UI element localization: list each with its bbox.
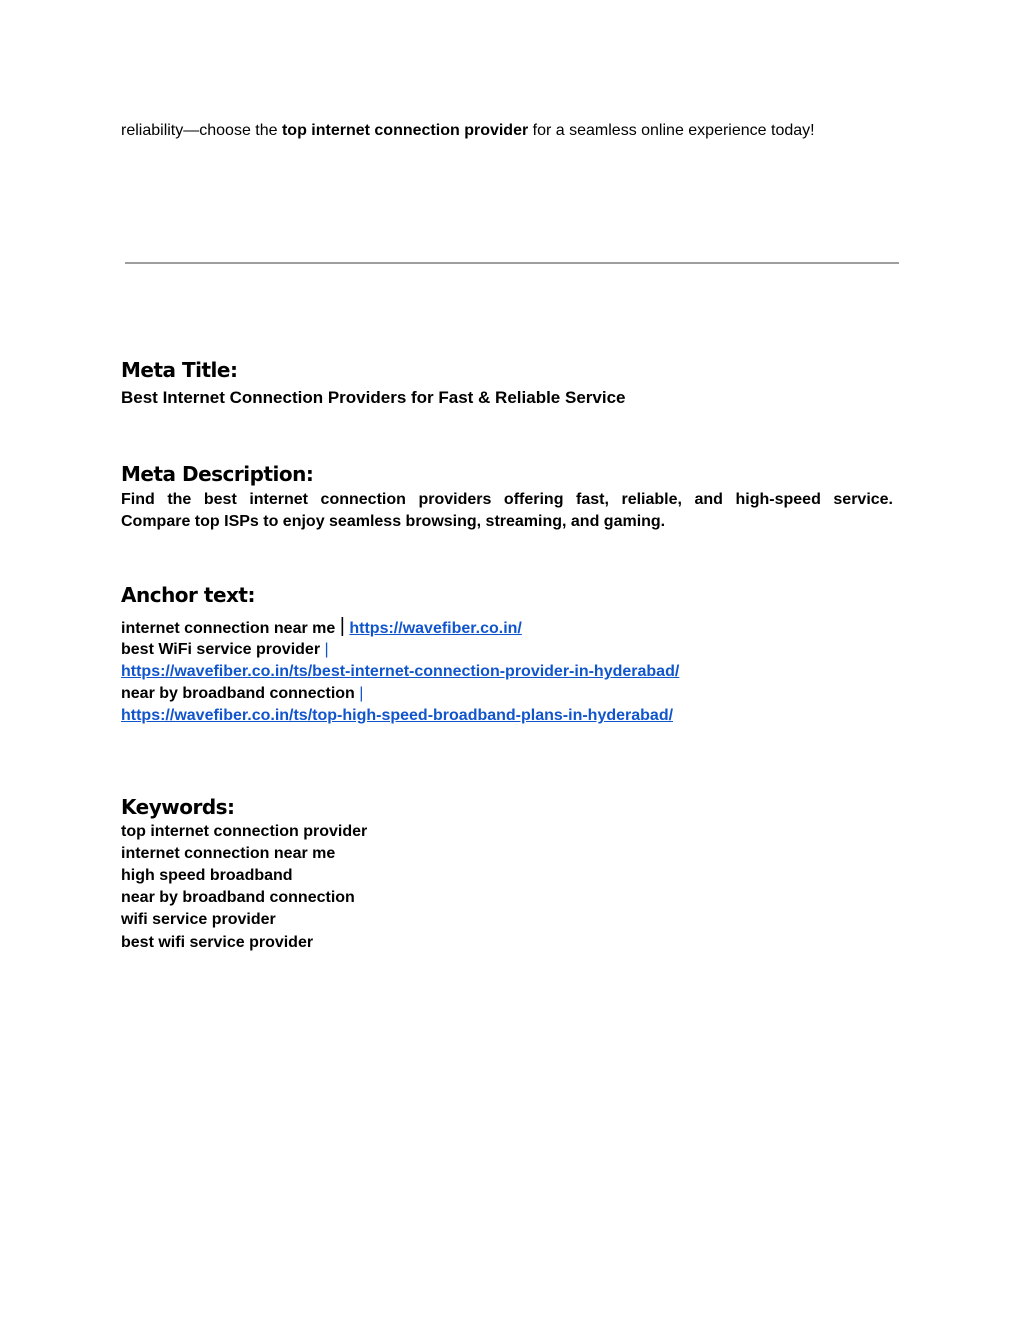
intro-suffix: for a seamless online experience today! xyxy=(528,122,815,139)
intro-paragraph xyxy=(121,121,815,141)
anchor-item-1-text: internet connection near me xyxy=(121,620,336,637)
anchor-item-3-link[interactable]: https://wavefiber.co.in/ts/top-high-speed-broadband-plans-in-hyderabad/ xyxy=(121,707,674,724)
intro-prefix: reliability—choose the xyxy=(121,122,282,139)
anchor-item-3-text: near by broadband connection xyxy=(121,685,355,702)
keywords-heading: Keywords: xyxy=(121,795,235,819)
anchor-item-3 xyxy=(121,684,363,704)
anchor-item-2 xyxy=(121,640,329,660)
keyword-item: best wifi service provider xyxy=(121,934,314,951)
anchor-item-2-text: best WiFi service provider xyxy=(121,641,321,658)
anchor-item-1-link[interactable]: https://wavefiber.co.in/ xyxy=(349,620,522,637)
meta-description-heading: Meta Description: xyxy=(121,462,314,486)
anchor-item-2-link[interactable]: https://wavefiber.co.in/ts/best-internet-connection-provider-in-hyderabad/ xyxy=(121,663,680,680)
anchor-text-heading: Anchor text: xyxy=(121,583,255,607)
anchor-item-1 xyxy=(121,616,522,639)
horizontal-divider xyxy=(125,262,899,264)
keyword-item: high speed broadband xyxy=(121,867,293,884)
meta-description-line-2: Compare top ISPs to enjoy seamless browsing, streaming, and gaming. xyxy=(121,513,666,530)
anchor-separator: | xyxy=(339,615,345,637)
keyword-item: internet connection near me xyxy=(121,845,336,862)
meta-title-value: Best Internet Connection Providers for Fast & Reliable Service xyxy=(121,388,626,407)
anchor-item-3-url-line xyxy=(121,706,673,726)
anchor-separator: | xyxy=(359,685,364,702)
meta-title-heading: Meta Title: xyxy=(121,358,238,382)
keyword-item: wifi service provider xyxy=(121,911,276,928)
keyword-item: top internet connection provider xyxy=(121,823,368,840)
anchor-separator: | xyxy=(324,641,329,658)
intro-bold-phrase: top internet connection provider xyxy=(281,122,529,139)
anchor-item-2-url-line xyxy=(121,662,679,682)
meta-description-text xyxy=(121,489,893,533)
meta-description-line-1: Find the best internet connection providers offering fast, reliable, and high-speed service. xyxy=(121,491,893,508)
keyword-item: near by broadband connection xyxy=(121,889,355,906)
